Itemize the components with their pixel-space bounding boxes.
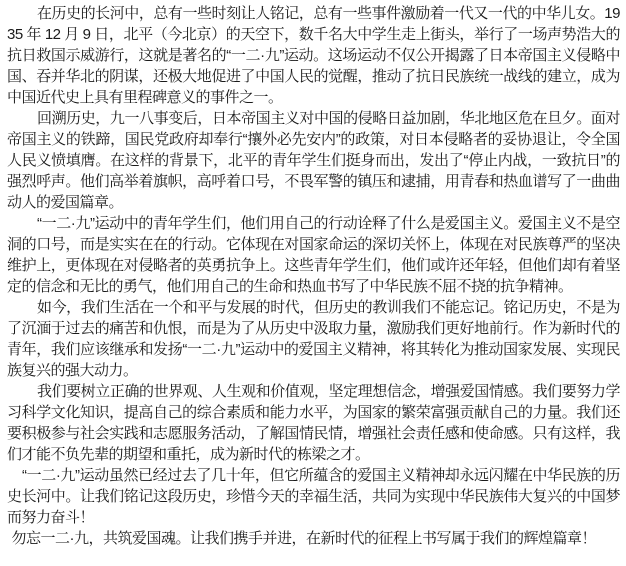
paragraph-patriotism: “一二·九”运动中的青年学生们，他们用自己的行动诠释了什么是爱国主义。爱国主义不是空洞的口号，而是实实在在的行动。它体现在对国家命运的深切关怀上，体现在对民族尊严的坚决维护上，更体现在对侵略者的英勇抗争上。这些青年学生们，他们或许还年轻，但他们却有着坚定的信念和无比的勇气，他们用自己的生命和热血书写了中华民族不屈不挠的抗争精神。: [7, 215, 620, 295]
paragraph-responsibility: 我们要树立正确的世界观、人生观和价值观，坚定理想信念，增强爱国情感。我们要努力学习科学文化知识，提高自己的综合素质和能力水平，为国家的繁荣富强贡献自己的力量。我们还要积极参与社会实践和志愿服务活动，了解国情民情，增强社会责任感和使命感。只有这样，我们才能不负先辈的期望和重托，成为新时代的栋梁之才。: [7, 383, 620, 463]
paragraph-legacy: “一二·九”运动虽然已经过去了几十年，但它所蕴含的爱国主义精神却永远闪耀在中华民族的历史长河中。让我们铭记这段历史，珍惜今天的幸福生活，共同为实现中华民族伟大复兴的中国梦而努力奋斗！: [7, 467, 620, 526]
paragraph-history: 回溯历史，九一八事变后，日本帝国主义对中国的侵略日益加剧，华北地区危在旦夕。面对帝国主义的铁蹄，国民党政府却奉行“攘外必先安内”的政策，对日本侵略者的妥协退让，令全国人民义愤填膺。在这样的背景下，北平的青年学生们挺身而出，发出了“停止内战，一致抗日”的强烈呼声。他们高举着旗帜，高呼着口号，不畏军警的镇压和逮捕，用青春和热血谱写了一曲曲动人的爱国篇章。: [7, 110, 620, 211]
paragraph-closing: 勿忘一二·九，共筑爱国魂。让我们携手并进，在新时代的征程上书写属于我们的辉煌篇章！: [11, 530, 596, 547]
paragraph-intro: 在历史的长河中，总有一些时刻让人铭记，总有一些事件激励着一代又一代的中华儿女。1935 年 12 月 9 日，北平（今北京）的天空下，数千名大中学生走上街头，举行了一场声势浩大的抗日救国示威游行，这就是著名的“一二·九”运动。这场运动不仅公开揭露了日本帝国主义侵略中国、吞并华北的阴谋，还极大地促进了中国人民的觉醒，推动了抗日民族统一战线的建立，成为中国近代史上具有里程碑意义的事件之一。: [7, 5, 620, 106]
paragraph-lessons: 如今，我们生活在一个和平与发展的时代，但历史的教训我们不能忘记。铭记历史，不是为了沉湎于过去的痛苦和仇恨，而是为了从历史中汲取力量，激励我们更好地前行。作为新时代的青年，我们应该继承和发扬“一二·九”运动中的爱国主义精神，将其转化为推动国家发展、实现民族复兴的强大动力。: [7, 299, 620, 379]
